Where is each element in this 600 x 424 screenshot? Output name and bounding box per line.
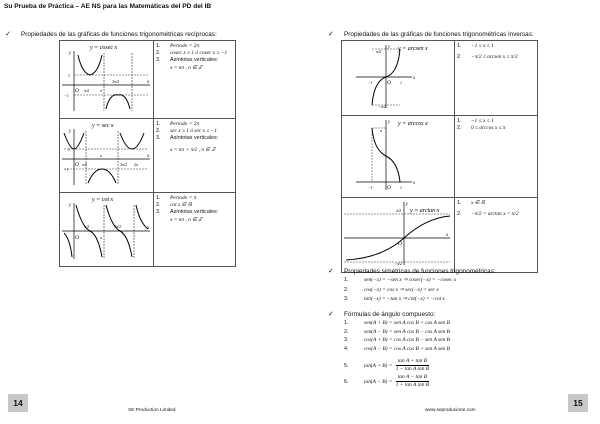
arcsin-label-o: O (387, 80, 391, 86)
sec-label-o: O (75, 162, 79, 168)
compound-section-title: Fórmulas de ángulo compuesto: (344, 311, 436, 318)
symmetric-section-title: Propiedades simétricas de funciones trigonométricas: (344, 268, 496, 275)
arcsin-prop-domain: −1 ≤ x ≤ 1 (471, 43, 494, 49)
cosec-label-neg1: −1 (64, 93, 69, 98)
sec-label-pi2: π/2 (82, 162, 88, 167)
arccos-props-cell: 1. −1 ≤ x ≤ 1 2. 0 ≤ arccos x ≤ π (455, 116, 538, 198)
inverse-functions-table (341, 40, 538, 273)
symmetric-check-icon: ✓ (328, 268, 334, 275)
cot-label-y: y (69, 203, 72, 208)
arcsin-label-1: 1 (400, 80, 402, 85)
arcsin-label-y: y (388, 45, 391, 50)
arcsin-graph (342, 41, 454, 110)
list-item: 3. cos(A + B) = cos A cos B − sen A sen B (344, 337, 450, 344)
cot-prop-asymptote-eq: x = nπ , n ∈ ℤ (170, 216, 203, 223)
arccos-label-o: O (387, 185, 391, 191)
compound-list (344, 320, 450, 353)
cot-label-o: O (75, 235, 79, 241)
reciprocal-functions-table (59, 40, 236, 267)
arctan-graph-cell (342, 198, 455, 273)
arccos-graph-title: y = arccos x (398, 121, 428, 127)
sec-label-neg1: −1 (64, 167, 69, 172)
left-page-number: 14 (8, 394, 28, 412)
cosec-graph (60, 41, 153, 113)
list-item: 1. sen(−x) = −sen x ⇒ cosec(−x) = −cosec x (344, 277, 457, 283)
right-page-number: 15 (568, 394, 588, 412)
arctan-graph-title: y = arctan x (410, 208, 440, 214)
sec-label-y: y (69, 129, 72, 134)
list-item: 4. cos(A − B) = cos A cos B + sen A sen B (344, 345, 450, 352)
arccos-prop-range: 0 ≤ arccos x ≤ π (471, 125, 506, 132)
arctan-prop-range: −π/2 < arctan x < π/2 (471, 211, 519, 218)
cosec-label-1: 1 (68, 73, 70, 78)
arccos-graph-cell (342, 116, 455, 198)
arctan-graph (342, 198, 454, 267)
arctan-props-cell: 1. x ∈ ℝ 2. −π/2 < arctan x < π/2 (455, 198, 538, 273)
page-header-title: Su Prueba de Práctica – AE NS para las Matemáticas del PD del IB (4, 3, 212, 10)
right-check-icon: ✓ (328, 31, 334, 38)
list-item: 2. sen(A − B) = sen A cos B − cos A sen B (344, 328, 450, 335)
list-item: 3. tan(−x) = −tan x ⇒ cot(−x) = −cot x (344, 296, 445, 303)
cosec-graph-cell (60, 41, 154, 119)
sec-graph (60, 119, 153, 187)
sec-prop-period: Período = 2π (170, 121, 200, 127)
cosec-label-y: y (69, 51, 72, 56)
left-check-icon: ✓ (5, 31, 11, 38)
right-footer: www.seproducione.com (425, 408, 476, 413)
cosec-label-x: x (147, 80, 150, 85)
arctan-label-y: y (406, 202, 409, 207)
sec-prop-range: sec x ≥ 1 ó sec x ≤ −1 (170, 128, 217, 135)
arcsin-label-pi2: π/2 (376, 49, 382, 54)
compound-check-icon: ✓ (328, 311, 334, 318)
cot-label-3pi2: 3π/2 (114, 224, 122, 229)
cosec-prop-range: cosec x ≥ 1 ó cosec x ≤ −1 (170, 50, 228, 57)
cosec-label-pi2: π/2 (84, 88, 90, 93)
cosec-prop-asymptotes: Asíntotas verticales: (170, 57, 219, 64)
cosec-label-o: O (75, 88, 79, 94)
cot-prop-asymptotes: Asíntotas verticales: (170, 209, 219, 216)
cosec-graph-title: y = cosec x (90, 45, 118, 51)
right-section-title: Propiedades de las gráficas de funciones trigonométricas inversas: (344, 31, 534, 38)
arctan-label-o: O (398, 241, 402, 247)
arcsin-prop-range: −π/2 ≤ arcsen x ≤ π/2 (471, 54, 518, 61)
arcsin-graph-cell (342, 41, 455, 116)
cot-prop-range: cot x ∈ ℝ (170, 202, 192, 209)
arccos-label-y: y (388, 120, 391, 125)
arcsin-graph-title: y = arcsen x (398, 46, 428, 52)
symmetric-list (344, 277, 456, 304)
arccos-graph (342, 116, 454, 192)
sec-graph-cell (60, 119, 154, 193)
cot-props-cell: 1. Período = π 2. cot x ∈ ℝ 3. Asíntotas verticales: x = nπ , n ∈ ℤ (154, 193, 236, 267)
cosec-prop-period: Período = 2π (170, 43, 200, 49)
arccos-label-neg1: −1 (368, 185, 373, 190)
cosec-label-pi: π (100, 88, 103, 93)
cot-label-x: x (147, 226, 150, 231)
cot-label-pi2: π/2 (84, 224, 90, 229)
cosec-props-cell: 1. Período = 2π 2. cosec x ≥ 1 ó cosec x ≤ −1 3. Asíntotas verticales: x = nπ , n ∈ ℤ (154, 41, 236, 119)
sec-prop-asymptotes: Asíntotas verticales: (170, 135, 219, 142)
cot-label-pi: π (100, 235, 103, 240)
cot-prop-period: Período = π (170, 195, 197, 201)
compound-fraction-5: 5. tan(A + B) = $\frac{\text{tan A + tan B}}{\text{1 − tan A tan B}}$ (344, 358, 430, 372)
sec-label-2pi: 2π (134, 162, 139, 167)
left-section-title: Propiedades de las gráficas de funciones trigonométricas recíprocas: (21, 31, 217, 38)
arcsin-props-cell: 1. −1 ≤ x ≤ 1 2. −π/2 ≤ arcsen x ≤ π/2 (455, 41, 538, 116)
list-item: 2. cos(−x) = cos x ⇒ sec(−x) = sec x (344, 286, 439, 293)
sec-graph-title: y = sec x (92, 123, 114, 129)
arcsin-label-negpi2: −π/2 (378, 104, 386, 109)
cot-graph (60, 193, 153, 261)
sec-label-1: 1 (68, 147, 70, 152)
arccos-label-x: x (413, 181, 416, 186)
cot-graph-title: y = cot x (92, 197, 114, 203)
cot-graph-cell (60, 193, 154, 267)
arcsin-label-neg1: −1 (368, 80, 373, 85)
list-item: 1. sen(A + B) = sen A cos B + cos A sen B (344, 320, 450, 326)
cosec-prop-asymptote-eq: x = nπ , n ∈ ℤ (170, 64, 203, 71)
arctan-label-pi2: π/2 (396, 208, 402, 213)
sec-label-3pi2: 3π/2 (120, 162, 128, 167)
sec-label-pi: π (100, 153, 103, 158)
sec-prop-asymptote-eq: x = nπ + π/2 , n ∈ ℤ (170, 146, 216, 153)
cosec-label-3pi2: 3π/2 (112, 79, 120, 84)
arccos-label-pi: π (380, 128, 383, 133)
arctan-label-negpi2: −π/2 (394, 261, 402, 266)
sec-props-cell: 1. Período = 2π 2. sec x ≥ 1 ó sec x ≤ −1 3. Asíntotas verticales: x = nπ + π/2 , n ∈ ℤ (154, 119, 236, 193)
arccos-label-1: 1 (400, 185, 402, 190)
sec-label-x: x (147, 154, 150, 159)
arccos-prop-domain: −1 ≤ x ≤ 1 (471, 118, 494, 124)
compound-fraction-6: 6. tan(A − B) = $\frac{\text{tan A − tan B}}{\text{1 + tan A tan B}}$ (344, 374, 430, 388)
left-footer: SE Production Limited (128, 408, 176, 413)
arctan-prop-domain: x ∈ ℝ (471, 200, 486, 206)
arctan-label-x: x (446, 233, 449, 238)
arcsin-label-x: x (413, 76, 416, 81)
